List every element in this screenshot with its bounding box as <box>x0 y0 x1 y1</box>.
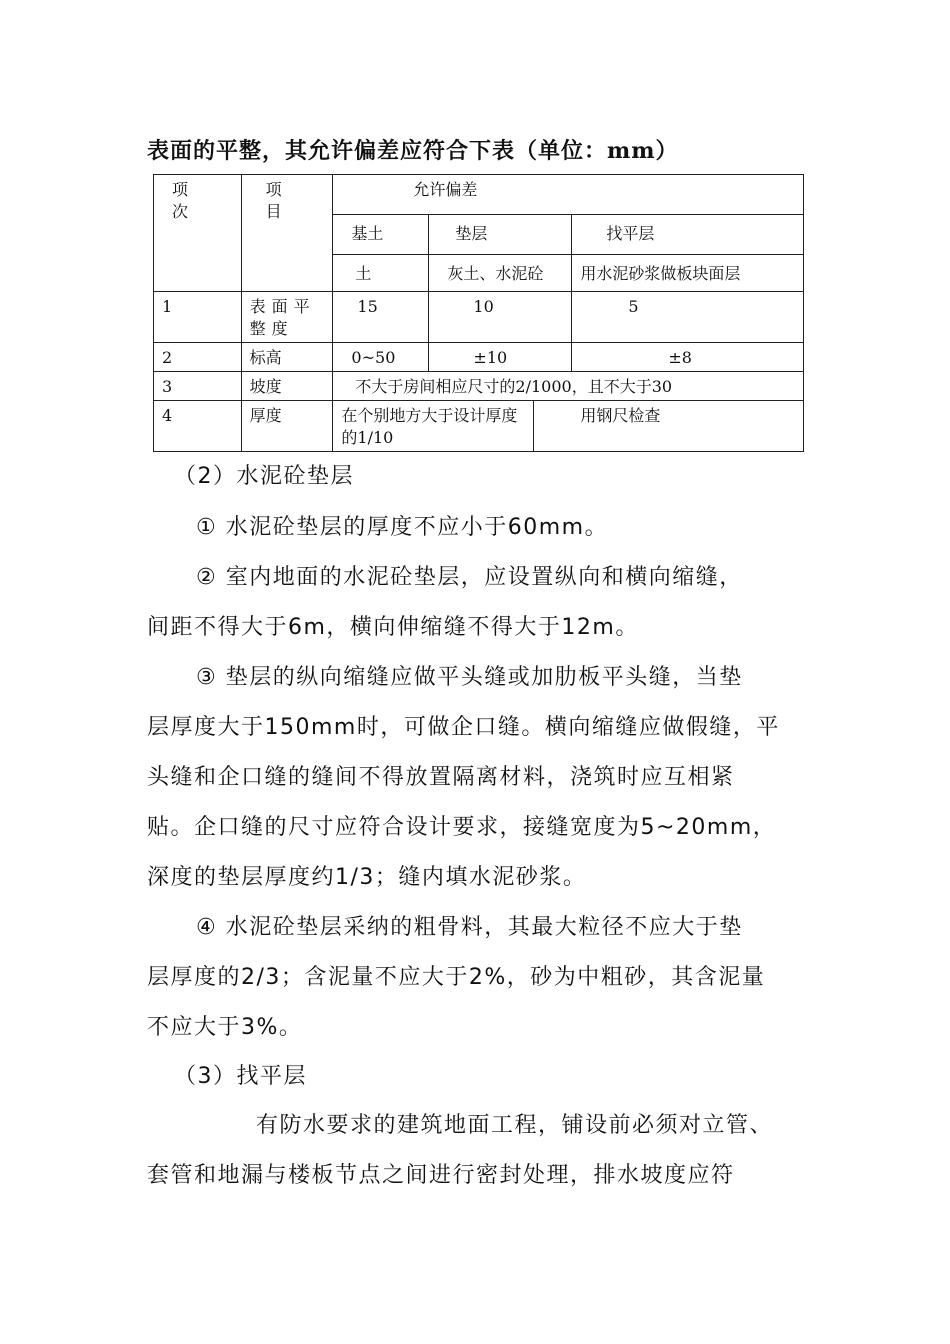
intro-line: 表面的平整，其允许偏差应符合下表（单位：mm） <box>147 138 679 164</box>
para-3-line3: 头缝和企口缝的缝间不得放置隔离材料，浇筑时应互相紧 <box>147 765 735 790</box>
header-cushion: 垫层 <box>429 215 572 255</box>
para-3-line2: 层厚度大于150mm时，可做企口缝。横向缩缝应做假缝，平 <box>147 715 780 740</box>
table-row <box>154 372 804 401</box>
row4-left: 在个别地方大于设计厚度的1/10 <box>333 401 534 451</box>
sub-base: 土 <box>333 255 429 292</box>
row4-right: 用钢尺检查 <box>580 406 661 425</box>
header-tolerance <box>333 175 804 215</box>
para-3-line4: 贴。企口缝的尺寸应符合设计要求，接缝宽度为5~20mm， <box>147 815 777 840</box>
row4-split <box>333 401 804 452</box>
row3-item: 坡度 <box>241 372 333 401</box>
row3-merged: 不大于房间相应尺寸的2/1000，且不大于30 <box>333 372 804 401</box>
section-3-title: （3）找平层 <box>174 1064 307 1089</box>
row2-no: 2 <box>154 343 242 372</box>
row3-no: 3 <box>154 372 242 401</box>
header-item-line1: 项 <box>265 180 282 199</box>
para-5-line2: 套管和地漏与楼板节点之间进行密封处理，排水坡度应符 <box>147 1163 735 1188</box>
table-row <box>154 343 804 372</box>
para-2-line1: ② 室内地面的水泥砼垫层，应设置纵向和横向缩缝， <box>196 565 743 590</box>
row2-cushion: ±10 <box>429 343 572 372</box>
header-item-line2: 目 <box>265 202 282 221</box>
para-5-line1: 有防水要求的建筑地面工程，铺设前必须对立管、 <box>256 1113 774 1138</box>
row4-no: 4 <box>154 401 242 452</box>
sub-leveling: 用水泥砂浆做板块面层 <box>572 255 804 292</box>
para-2-line2: 间距不得大于6m，横向伸缩缝不得大于12m。 <box>147 615 639 640</box>
header-item <box>241 175 333 292</box>
para-3-line5: 深度的垫层厚度约1/3；缝内填水泥砂浆。 <box>147 865 587 890</box>
sub-cushion: 灰土、水泥砼 <box>429 255 572 292</box>
row2-base: 0~50 <box>333 343 429 372</box>
row4-item: 厚度 <box>241 401 333 452</box>
para-4-line3: 不应大于3%。 <box>147 1015 303 1040</box>
table-row <box>154 292 804 343</box>
section-2-title: （2）水泥砼垫层 <box>174 464 354 489</box>
row2-item: 标高 <box>241 343 333 372</box>
row1-no: 1 <box>154 292 242 343</box>
para-3-line1: ③ 垫层的纵向缩缝应做平头缝或加肋板平头缝，当垫 <box>196 665 743 690</box>
header-item-no-line2: 次 <box>172 202 189 221</box>
row1-leveling: 5 <box>572 292 804 343</box>
header-tolerance-label: 允许偏差 <box>413 180 478 199</box>
row1-item: 表面平整度 <box>241 292 333 343</box>
para-4-line2: 层厚度的2/3；含泥量不应大于2%，砂为中粗砂，其含泥量 <box>147 965 766 990</box>
header-item-no-line1: 项 <box>172 180 189 199</box>
tolerance-table <box>153 174 804 452</box>
header-base: 基土 <box>333 215 429 255</box>
table-row <box>154 401 804 452</box>
header-item-no <box>154 175 242 292</box>
para-1: ① 水泥砼垫层的厚度不应小于60mm。 <box>196 515 609 540</box>
row1-cushion: 10 <box>429 292 572 343</box>
header-leveling: 找平层 <box>572 215 804 255</box>
row2-leveling: ±8 <box>572 343 804 372</box>
row1-base: 15 <box>333 292 429 343</box>
para-4-line1: ④ 水泥砼垫层采纳的粗骨料，其最大粒径不应大于垫 <box>196 915 743 940</box>
